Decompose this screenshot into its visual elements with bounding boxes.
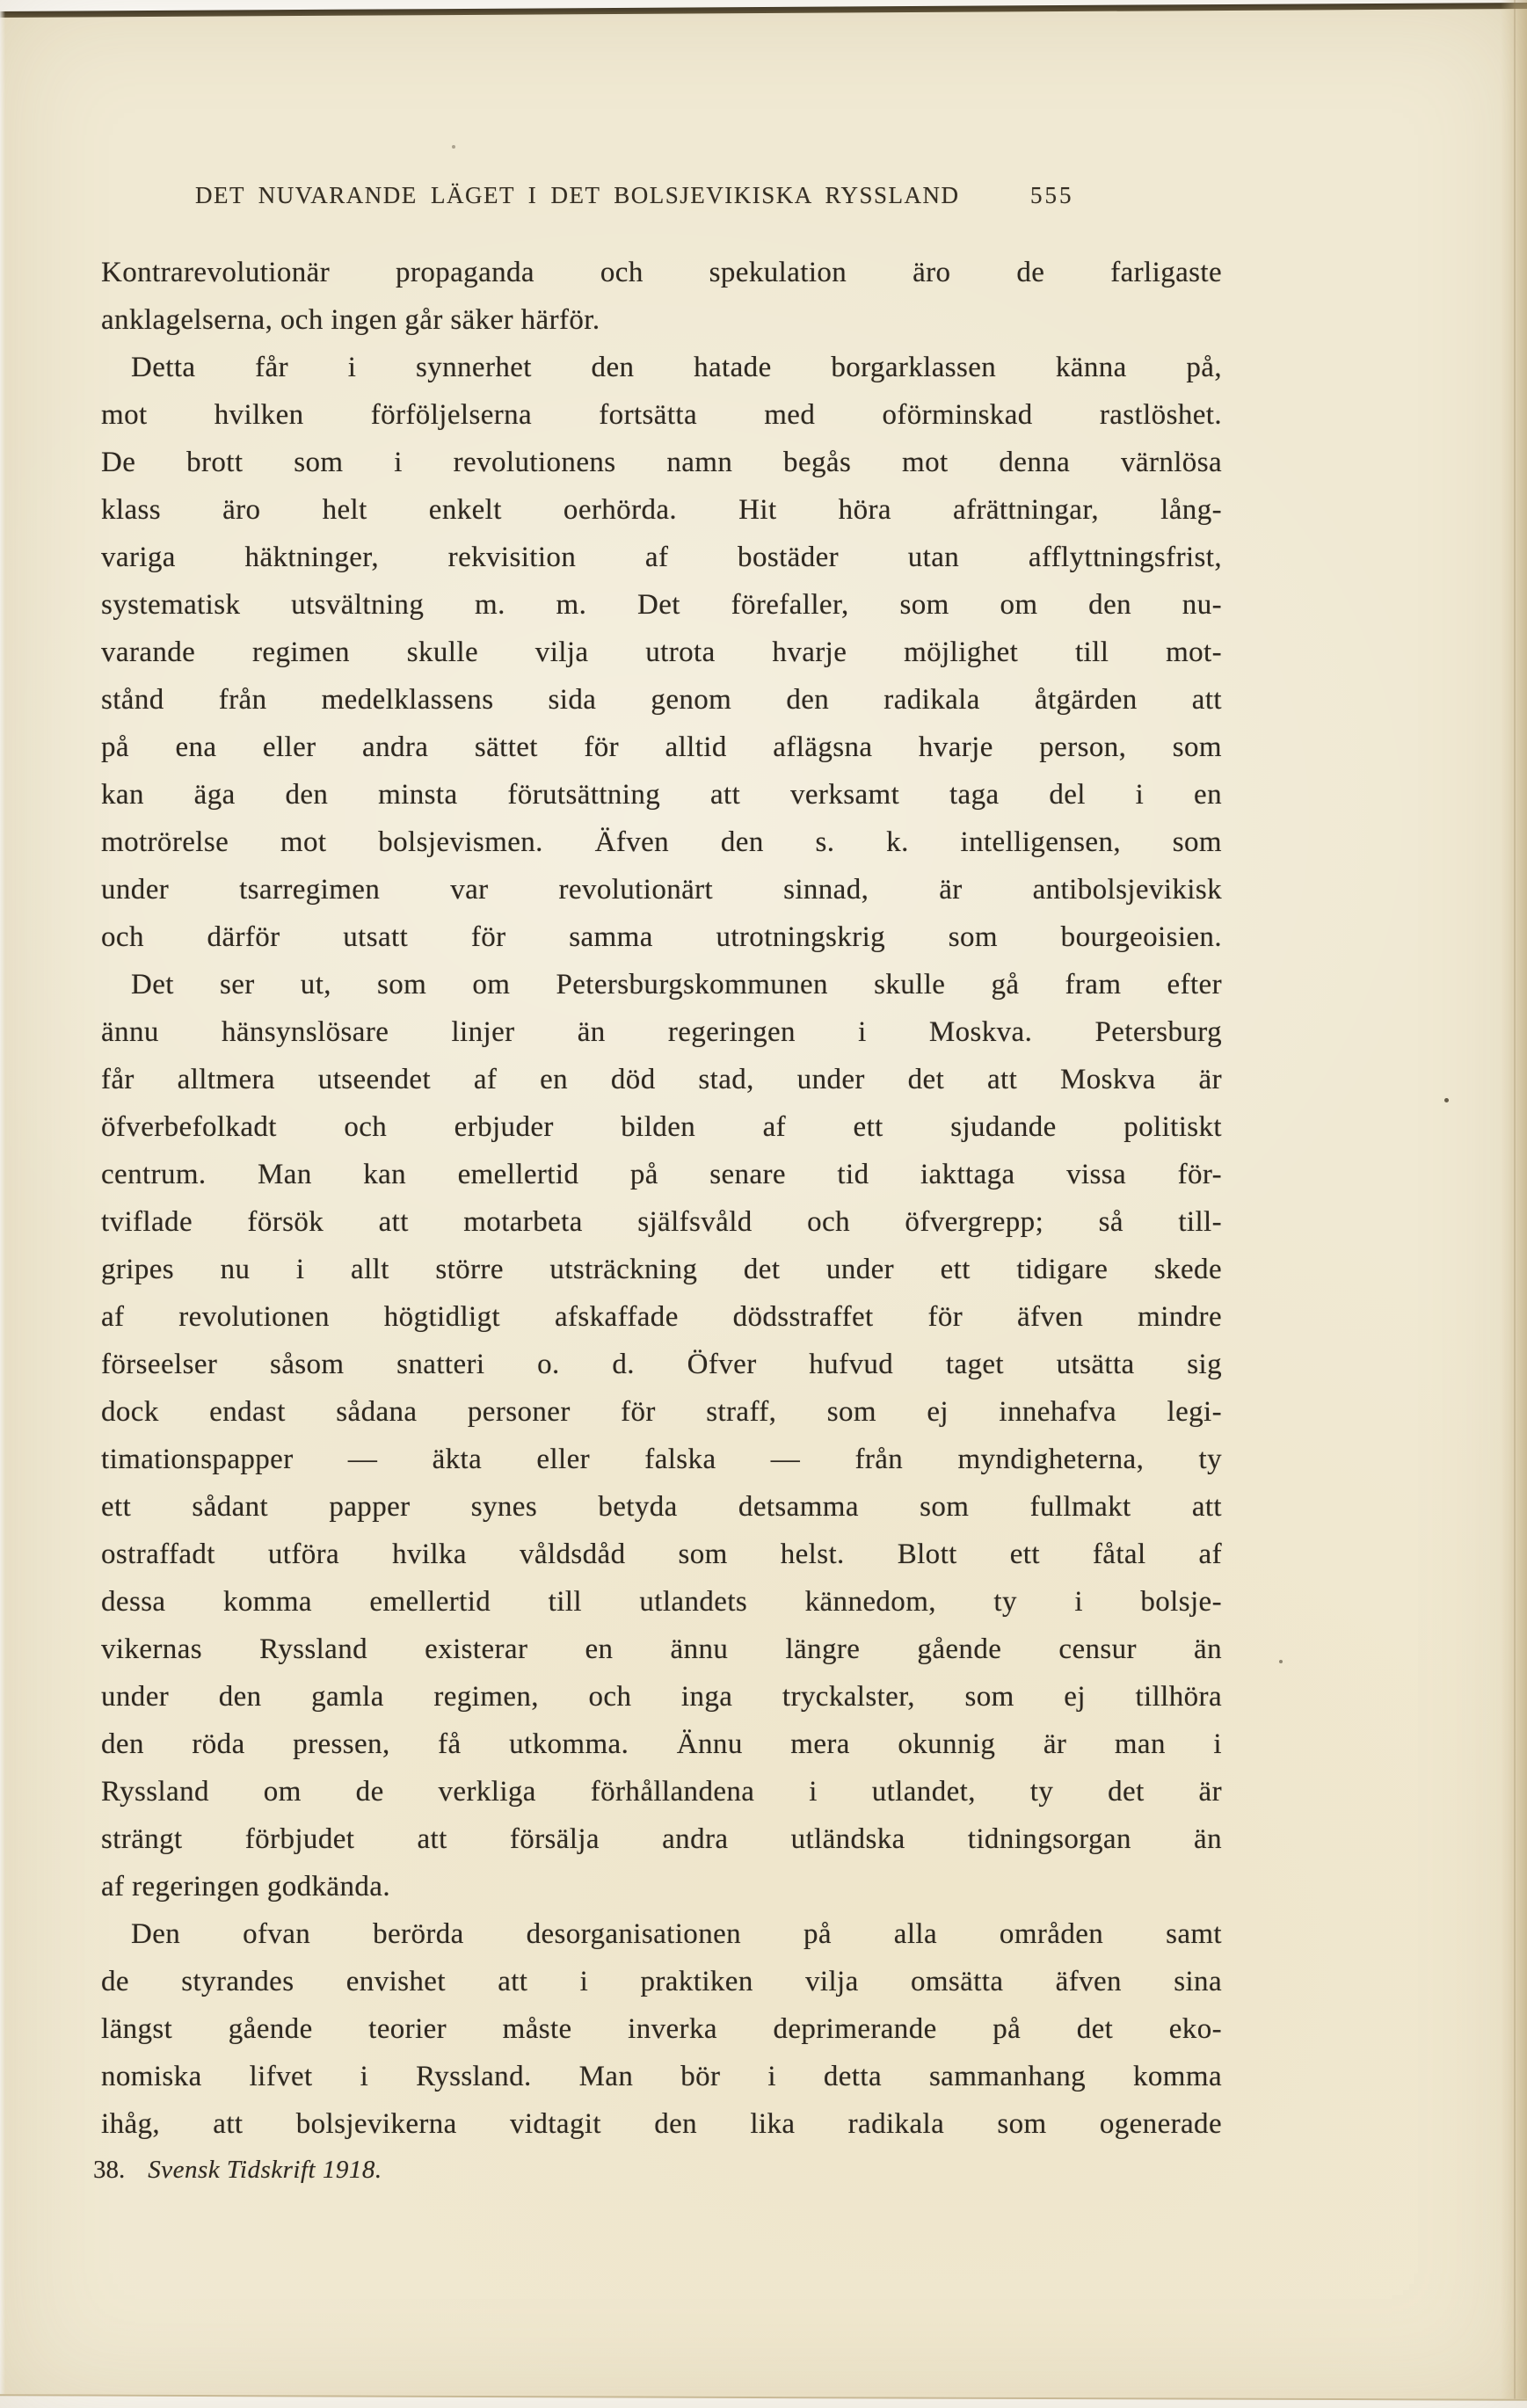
text-line: klass äro helt enkelt oerhörda. Hit höra afrättningar, lång-	[101, 494, 1222, 526]
text-line: tviflade försök att motarbeta själfsvåld och öfvergrepp; så till-	[101, 1206, 1222, 1238]
text-line: vikernas Ryssland existerar en ännu längre gående censur än	[101, 1633, 1222, 1665]
text-line: kan äga den minsta förutsättning att verksamt taga del i en	[101, 779, 1222, 811]
text-line: Kontrarevolutionär propaganda och spekulation äro de farligaste	[101, 257, 1222, 288]
footer-signature-line	[93, 2155, 382, 2185]
text-line: längst gående teorier måste inverka deprimerande på det eko-	[101, 2013, 1222, 2045]
text-line: centrum. Man kan emellertid på senare tid iakttaga vissa för-	[101, 1159, 1222, 1190]
text-line: systematisk utsvältning m. m. Det förefaller, som om den nu-	[101, 589, 1222, 621]
text-line: dock endast sådana personer för straff, som ej innehafva legi-	[101, 1396, 1222, 1428]
text-line: De brott som i revolutionens namn begås mot denna värnlösa	[101, 447, 1222, 478]
text-line: nomiska lifvet i Ryssland. Man bör i detta sammanhang komma	[101, 2061, 1222, 2092]
running-head-title: DET NUVARANDE LÄGET I DET BOLSJEVIKISKA RYSSLAND	[195, 182, 960, 208]
text-line: motrörelse mot bolsjevismen. Äfven den s. k. intelligensen, som	[101, 826, 1222, 858]
text-line: ostraffadt utföra hvilka våldsdåd som helst. Blott ett fåtal af	[101, 1539, 1222, 1570]
text-line: de styrandes envishet att i praktiken vilja omsätta äfven sina	[101, 1966, 1222, 1997]
text-line: mot hvilken förföljelserna fortsätta med oförminskad rastlöshet.	[101, 399, 1222, 431]
text-line: på ena eller andra sättet för alltid aflägsna hvarje person, som	[101, 731, 1222, 763]
text-line: timationspapper — äkta eller falska — från myndigheterna, ty	[101, 1444, 1222, 1475]
ink-speck	[452, 145, 455, 149]
text-line: ett sådant papper synes betyda detsamma som fullmakt att	[101, 1491, 1222, 1523]
footer-sheet-number: 38.	[93, 2156, 126, 2184]
text-line: ihåg, att bolsjevikerna vidtagit den lika radikala som ogenerade	[101, 2108, 1222, 2140]
text-line: öfverbefolkadt och erbjuder bilden af ett sjudande politiskt	[101, 1111, 1222, 1143]
ink-speck	[1279, 1660, 1283, 1663]
text-line: anklagelserna, och ingen går säker härför.	[101, 304, 600, 336]
text-line: varande regimen skulle vilja utrota hvarje möjlighet till mot-	[101, 637, 1222, 668]
text-line: af revolutionen högtidligt afskaffade dödsstraffet för äfven mindre	[101, 1301, 1222, 1333]
footer-journal-title: Svensk Tidskrift 1918.	[148, 2156, 382, 2184]
text-line: strängt förbjudet att försälja andra utländska tidningsorgan än	[101, 1823, 1222, 1855]
text-line: Den ofvan berörda desorganisationen på alla områden samt	[131, 1918, 1222, 1950]
running-head-page-number: 555	[1030, 182, 1074, 208]
page-left-edge	[0, 0, 5, 2408]
page-bottom-edge	[0, 2394, 1527, 2408]
text-line: stånd från medelklassens sida genom den radikala åtgärden att	[101, 684, 1222, 716]
text-line: gripes nu i allt större utsträckning det under ett tidigare skede	[101, 1254, 1222, 1285]
text-line: Det ser ut, som om Petersburgskommunen skulle gå fram efter	[131, 969, 1222, 1000]
text-line: Ryssland om de verkliga förhållandena i utlandet, ty det är	[101, 1776, 1222, 1808]
page-right-edge-line	[1514, 0, 1516, 2408]
text-line: dessa komma emellertid till utlandets kännedom, ty i bolsje-	[101, 1586, 1222, 1618]
text-line: ännu hänsynslösare linjer än regeringen i Moskva. Petersburg	[101, 1016, 1222, 1048]
text-line: får alltmera utseendet af en död stad, under det att Moskva är	[101, 1064, 1222, 1095]
text-line: af regeringen godkända.	[101, 1871, 390, 1902]
ink-speck	[1444, 1098, 1449, 1102]
text-line: den röda pressen, få utkomma. Ännu mera okunnig är man i	[101, 1728, 1222, 1760]
text-line: variga häktninger, rekvisition af bostäder utan afflyttningsfrist,	[101, 542, 1222, 573]
text-line: och därför utsatt för samma utrotningskrig som bourgeoisien.	[101, 921, 1222, 953]
body-text	[101, 249, 1222, 2148]
text-line: förseelser såsom snatteri o. d. Öfver hufvud taget utsätta sig	[101, 1349, 1222, 1380]
text-line: Detta får i synnerhet den hatade borgarklassen känna på,	[131, 352, 1222, 383]
text-line: under tsarregimen var revolutionärt sinnad, är antibolsjevikisk	[101, 874, 1222, 906]
text-line: under den gamla regimen, och inga tryckalster, som ej tillhöra	[101, 1681, 1222, 1713]
